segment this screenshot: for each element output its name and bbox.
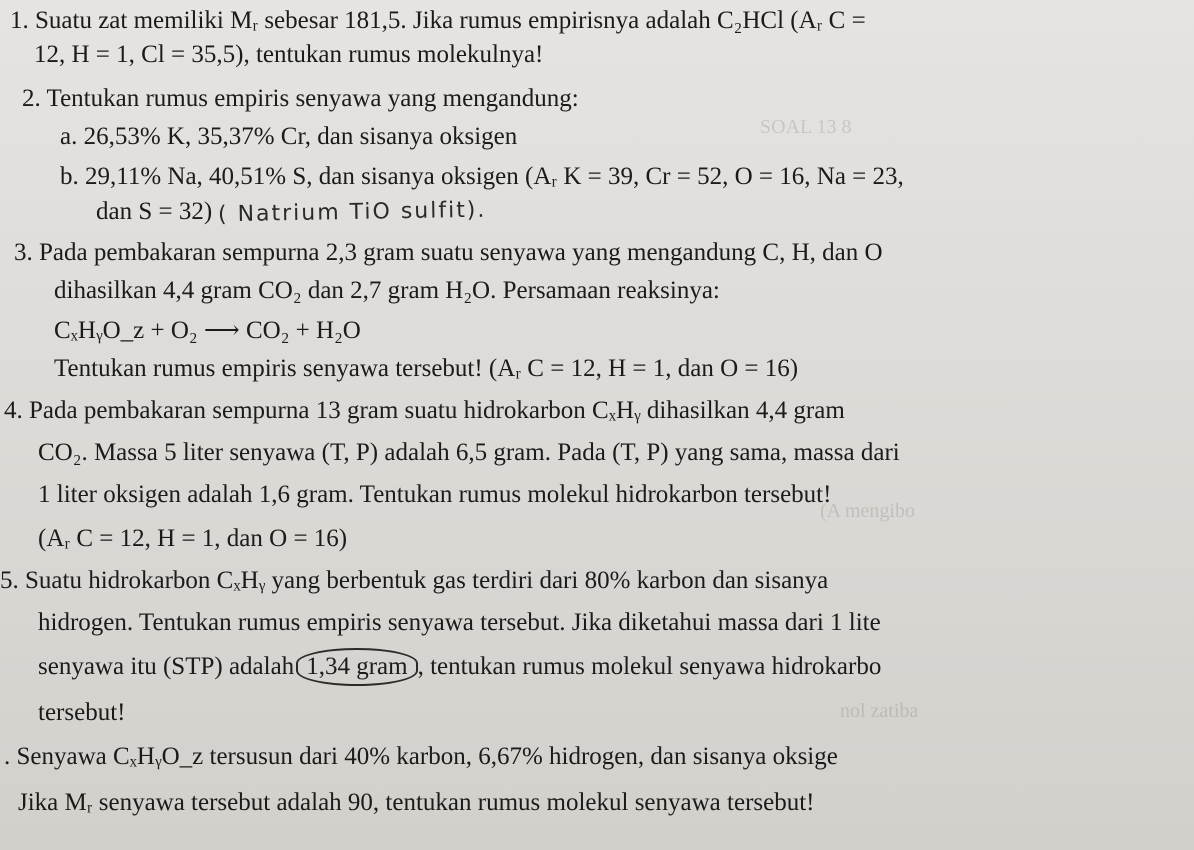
q5-line-1: 5. Suatu hidrokarbon CₓHᵧ yang berbentuk gas terdiri dari 80% karbon dan sisanya bbox=[0, 567, 829, 594]
q3-reaction-equation: CₓHᵧO_z + O₂ ⟶ CO₂ + H₂O bbox=[54, 317, 361, 344]
show-through-text: nol zatiba bbox=[840, 700, 919, 722]
q2-line-1: 2. Tentukan rumus empiris senyawa yang mengandung: bbox=[22, 85, 579, 112]
show-through-text: (A mengibo bbox=[820, 500, 915, 522]
q4-line-3: 1 liter oksigen adalah 1,6 gram. Tentukan rumus molekul hidrokarbon tersebut! bbox=[38, 481, 832, 508]
q5-text-suffix: , tentukan rumus molekul senyawa hidrokarbo bbox=[417, 653, 882, 680]
q2b-line-1: b. 29,11% Na, 40,51% S, dan sisanya oksigen (Aᵣ K = 39, Cr = 52, O = 16, Na = 23, bbox=[60, 163, 904, 190]
q4-line-2: CO₂. Massa 5 liter senyawa (T, P) adalah 6,5 gram. Pada (T, P) yang sama, massa dari bbox=[38, 439, 900, 466]
q5-text: senyawa itu (STP) adalah bbox=[38, 653, 295, 680]
q1-line-2: 12, H = 1, Cl = 35,5), tentukan rumus molekulnya! bbox=[34, 41, 544, 68]
show-through-text: SOAL 13 8 bbox=[760, 116, 852, 138]
q3-line-1: 3. Pada pembakaran sempurna 2,3 gram suatu senyawa yang mengandung C, H, dan O bbox=[14, 239, 883, 266]
q3-line-4: Tentukan rumus empiris senyawa tersebut! (Aᵣ C = 12, H = 1, dan O = 16) bbox=[54, 355, 799, 382]
q2a-line: a. 26,53% K, 35,37% Cr, dan sisanya oksigen bbox=[60, 123, 518, 150]
q1-line-1: 1. Suatu zat memiliki Mᵣ sebesar 181,5. Jika rumus empirisnya adalah C₂HCl (Aᵣ C = bbox=[10, 7, 866, 34]
q6-line-2: Jika Mᵣ senyawa tersebut adalah 90, tentukan rumus molekul senyawa tersebut! bbox=[18, 789, 815, 816]
q3-line-2: dihasilkan 4,4 gram CO₂ dan 2,7 gram H₂O. Persamaan reaksinya: bbox=[54, 277, 720, 304]
circled-value: 1,34 gram bbox=[296, 648, 417, 686]
q5-line-3 bbox=[38, 648, 881, 686]
q5-line-4: tersebut! bbox=[38, 699, 126, 726]
q4-line-4: (Aᵣ C = 12, H = 1, dan O = 16) bbox=[38, 525, 348, 552]
q4-line-1: 4. Pada pembakaran sempurna 13 gram suatu hidrokarbon CₓHᵧ dihasilkan 4,4 gram bbox=[4, 397, 845, 424]
q2b-line-2 bbox=[96, 195, 487, 230]
handwritten-note: ( Natrium TiO sulfit). bbox=[218, 197, 488, 228]
q5-line-2: hidrogen. Tentukan rumus empiris senyawa tersebut. Jika diketahui massa dari 1 lite bbox=[38, 609, 881, 636]
q6-line-1: . Senyawa CₓHᵧO_z tersusun dari 40% karbon, 6,67% hidrogen, dan sisanya oksige bbox=[4, 743, 838, 770]
q2b-text: dan S = 32) bbox=[96, 198, 213, 225]
